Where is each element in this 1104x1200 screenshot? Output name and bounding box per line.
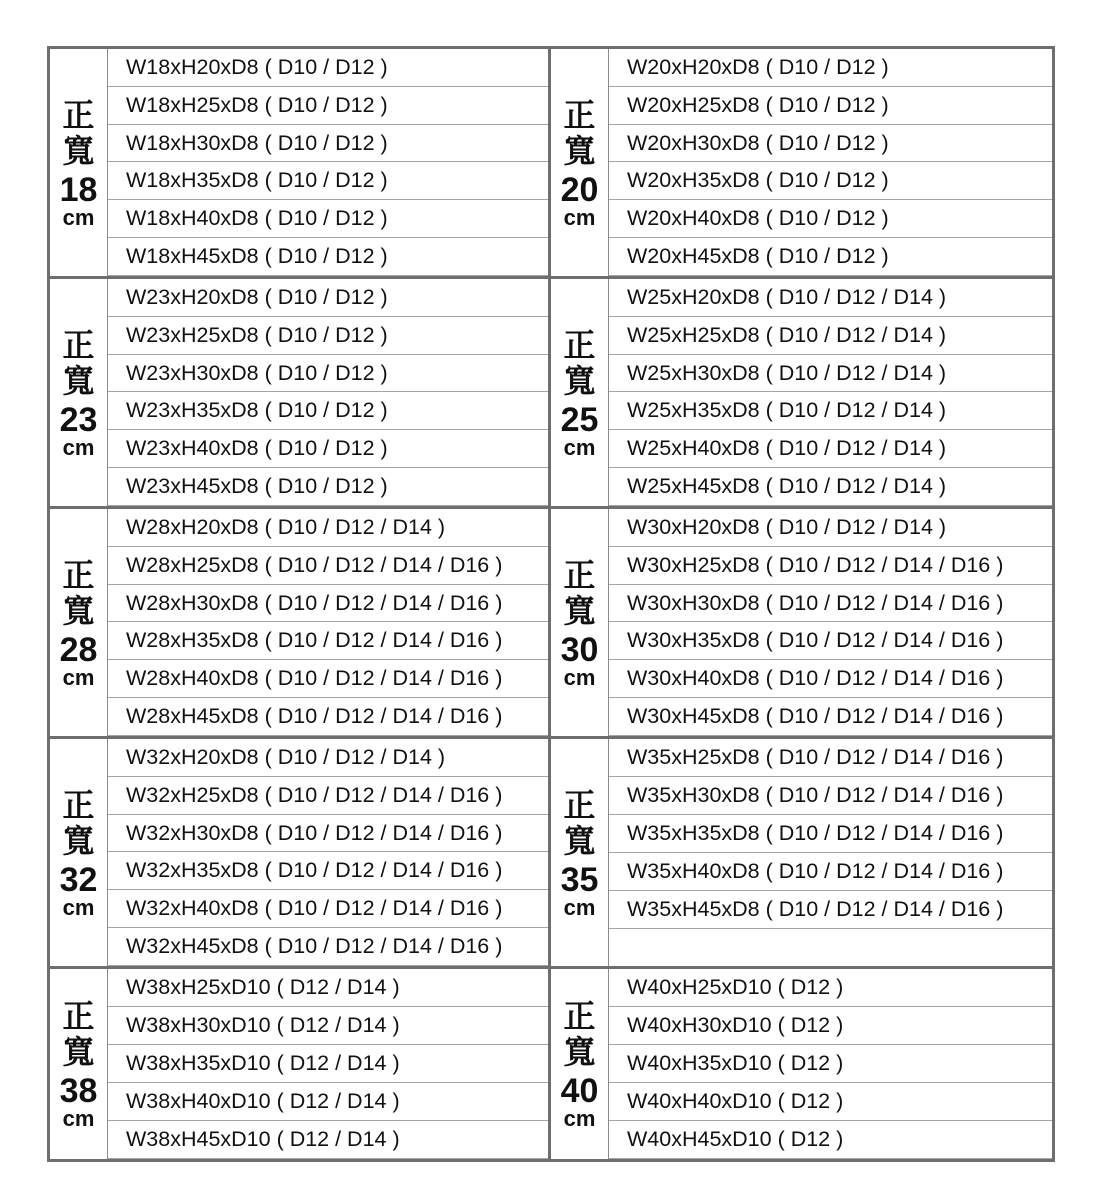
width-label-char: 正 (62, 555, 95, 594)
width-unit: cm (62, 204, 95, 230)
width-group-35cm (551, 739, 1052, 969)
width-label-char: 寬 (62, 821, 95, 860)
width-label-text (563, 787, 595, 859)
width-label (551, 969, 609, 1159)
width-label-text (62, 97, 94, 169)
size-row: W30xH35xD8 ( D10 / D12 / D14 / D16 ) (609, 622, 1052, 660)
width-unit: cm (563, 434, 596, 460)
width-value: 40 (560, 1072, 599, 1110)
size-row: W23xH25xD8 ( D10 / D12 ) (108, 317, 548, 355)
width-label (50, 509, 108, 736)
width-value: 32 (59, 860, 98, 899)
size-row: W35xH30xD8 ( D10 / D12 / D14 / D16 ) (609, 777, 1052, 815)
size-row: W18xH45xD8 ( D10 / D12 ) (108, 238, 548, 276)
width-label-text (563, 998, 595, 1070)
width-value: 25 (560, 400, 599, 439)
width-label-text (563, 557, 595, 629)
width-label-char: 寬 (62, 591, 95, 630)
width-label-text (62, 327, 94, 399)
size-list (108, 49, 548, 276)
width-unit: cm (563, 1106, 596, 1131)
width-label-char: 正 (563, 95, 596, 134)
size-list (108, 509, 548, 736)
size-row: W32xH40xD8 ( D10 / D12 / D14 / D16 ) (108, 890, 548, 928)
size-table (47, 46, 1055, 1162)
width-unit: cm (563, 204, 596, 230)
size-row: W20xH25xD8 ( D10 / D12 ) (609, 87, 1052, 125)
size-row: W30xH25xD8 ( D10 / D12 / D14 / D16 ) (609, 547, 1052, 585)
size-list (108, 739, 548, 966)
size-row: W20xH45xD8 ( D10 / D12 ) (609, 238, 1052, 276)
size-list (609, 49, 1052, 276)
size-row: W32xH25xD8 ( D10 / D12 / D14 / D16 ) (108, 777, 548, 815)
size-row: W18xH20xD8 ( D10 / D12 ) (108, 49, 548, 87)
size-row: W28xH25xD8 ( D10 / D12 / D14 / D16 ) (108, 547, 548, 585)
size-row: W38xH45xD10 ( D12 / D14 ) (108, 1121, 548, 1159)
size-row: W20xH20xD8 ( D10 / D12 ) (609, 49, 1052, 87)
width-label-text (62, 787, 94, 859)
width-unit: cm (62, 664, 95, 690)
width-label-text (563, 327, 595, 399)
width-label-char: 寬 (563, 591, 596, 630)
size-row: W20xH30xD8 ( D10 / D12 ) (609, 125, 1052, 163)
size-list (108, 969, 548, 1159)
size-row: W23xH40xD8 ( D10 / D12 ) (108, 430, 548, 468)
size-row: W30xH40xD8 ( D10 / D12 / D14 / D16 ) (609, 660, 1052, 698)
width-label-text (563, 97, 595, 169)
size-row: W38xH40xD10 ( D12 / D14 ) (108, 1083, 548, 1121)
size-row: W30xH30xD8 ( D10 / D12 / D14 / D16 ) (609, 585, 1052, 623)
width-value: 18 (59, 170, 98, 209)
size-row: W28xH30xD8 ( D10 / D12 / D14 / D16 ) (108, 585, 548, 623)
size-row: W40xH45xD10 ( D12 ) (609, 1121, 1052, 1159)
size-row: W28xH20xD8 ( D10 / D12 / D14 ) (108, 509, 548, 547)
width-label (551, 49, 609, 276)
size-list (609, 969, 1052, 1159)
width-label-char: 正 (563, 555, 596, 594)
size-row: W32xH30xD8 ( D10 / D12 / D14 / D16 ) (108, 815, 548, 853)
width-unit: cm (563, 664, 596, 690)
width-label-char: 正 (62, 95, 95, 134)
width-group-25cm (551, 279, 1052, 509)
size-row: W25xH30xD8 ( D10 / D12 / D14 ) (609, 355, 1052, 393)
width-label (551, 739, 609, 966)
size-row: W25xH20xD8 ( D10 / D12 / D14 ) (609, 279, 1052, 317)
width-label-char: 寬 (563, 131, 596, 170)
width-label (551, 279, 609, 506)
size-row: W38xH25xD10 ( D12 / D14 ) (108, 969, 548, 1007)
width-label (50, 279, 108, 506)
width-label-char: 寬 (563, 1033, 596, 1071)
size-row: W25xH35xD8 ( D10 / D12 / D14 ) (609, 392, 1052, 430)
width-unit: cm (563, 894, 596, 920)
size-list (609, 739, 1052, 966)
size-row: W28xH35xD8 ( D10 / D12 / D14 / D16 ) (108, 622, 548, 660)
width-value: 23 (59, 400, 98, 439)
size-row: W25xH25xD8 ( D10 / D12 / D14 ) (609, 317, 1052, 355)
width-label-char: 寬 (563, 361, 596, 400)
width-value: 30 (560, 630, 599, 669)
size-row: W23xH30xD8 ( D10 / D12 ) (108, 355, 548, 393)
width-label-char: 正 (563, 997, 596, 1035)
width-group-18cm (50, 49, 551, 279)
size-row: W40xH40xD10 ( D12 ) (609, 1083, 1052, 1121)
size-list (609, 279, 1052, 506)
width-value: 38 (59, 1072, 98, 1110)
width-group-23cm (50, 279, 551, 509)
size-row: W35xH45xD8 ( D10 / D12 / D14 / D16 ) (609, 891, 1052, 929)
width-group-30cm (551, 509, 1052, 739)
width-label (551, 509, 609, 736)
size-row: W32xH20xD8 ( D10 / D12 / D14 ) (108, 739, 548, 777)
size-row: W20xH40xD8 ( D10 / D12 ) (609, 200, 1052, 238)
width-label (50, 49, 108, 276)
width-label-text (62, 998, 94, 1070)
size-row: W23xH20xD8 ( D10 / D12 ) (108, 279, 548, 317)
width-value: 35 (560, 860, 599, 899)
size-row: W23xH45xD8 ( D10 / D12 ) (108, 468, 548, 506)
width-value: 20 (560, 170, 599, 209)
width-label-char: 寬 (563, 821, 596, 860)
width-label-char: 寬 (62, 131, 95, 170)
width-group-40cm (551, 969, 1052, 1159)
width-value: 28 (59, 630, 98, 669)
width-group-32cm (50, 739, 551, 969)
width-label-char: 正 (563, 785, 596, 824)
size-row: W35xH40xD8 ( D10 / D12 / D14 / D16 ) (609, 853, 1052, 891)
size-list (108, 279, 548, 506)
width-group-20cm (551, 49, 1052, 279)
size-row: W23xH35xD8 ( D10 / D12 ) (108, 392, 548, 430)
width-unit: cm (62, 894, 95, 920)
width-label (50, 739, 108, 966)
size-row: W35xH35xD8 ( D10 / D12 / D14 / D16 ) (609, 815, 1052, 853)
width-label (50, 969, 108, 1159)
width-group-38cm (50, 969, 551, 1159)
size-row: W30xH45xD8 ( D10 / D12 / D14 / D16 ) (609, 698, 1052, 736)
size-row: W18xH30xD8 ( D10 / D12 ) (108, 125, 548, 163)
width-label-char: 正 (62, 997, 95, 1035)
size-row: W25xH45xD8 ( D10 / D12 / D14 ) (609, 468, 1052, 506)
size-row: W18xH40xD8 ( D10 / D12 ) (108, 200, 548, 238)
size-row: W28xH45xD8 ( D10 / D12 / D14 / D16 ) (108, 698, 548, 736)
width-group-28cm (50, 509, 551, 739)
size-row: W38xH30xD10 ( D12 / D14 ) (108, 1007, 548, 1045)
size-row: W20xH35xD8 ( D10 / D12 ) (609, 162, 1052, 200)
size-row: W30xH20xD8 ( D10 / D12 / D14 ) (609, 509, 1052, 547)
size-list (609, 509, 1052, 736)
size-row: W32xH45xD8 ( D10 / D12 / D14 / D16 ) (108, 928, 548, 966)
size-row: W18xH35xD8 ( D10 / D12 ) (108, 162, 548, 200)
size-row: W40xH30xD10 ( D12 ) (609, 1007, 1052, 1045)
width-label-char: 正 (62, 785, 95, 824)
size-row: W38xH35xD10 ( D12 / D14 ) (108, 1045, 548, 1083)
size-row: W40xH25xD10 ( D12 ) (609, 969, 1052, 1007)
width-label-text (62, 557, 94, 629)
width-unit: cm (62, 1106, 95, 1131)
size-row: W35xH25xD8 ( D10 / D12 / D14 / D16 ) (609, 739, 1052, 777)
empty-row (609, 929, 1052, 966)
width-label-char: 正 (563, 325, 596, 364)
width-label-char: 寬 (62, 1033, 95, 1071)
size-row: W25xH40xD8 ( D10 / D12 / D14 ) (609, 430, 1052, 468)
size-row: W40xH35xD10 ( D12 ) (609, 1045, 1052, 1083)
width-label-char: 正 (62, 325, 95, 364)
size-row: W32xH35xD8 ( D10 / D12 / D14 / D16 ) (108, 852, 548, 890)
size-row: W28xH40xD8 ( D10 / D12 / D14 / D16 ) (108, 660, 548, 698)
width-unit: cm (62, 434, 95, 460)
size-row: W18xH25xD8 ( D10 / D12 ) (108, 87, 548, 125)
width-label-char: 寬 (62, 361, 95, 400)
